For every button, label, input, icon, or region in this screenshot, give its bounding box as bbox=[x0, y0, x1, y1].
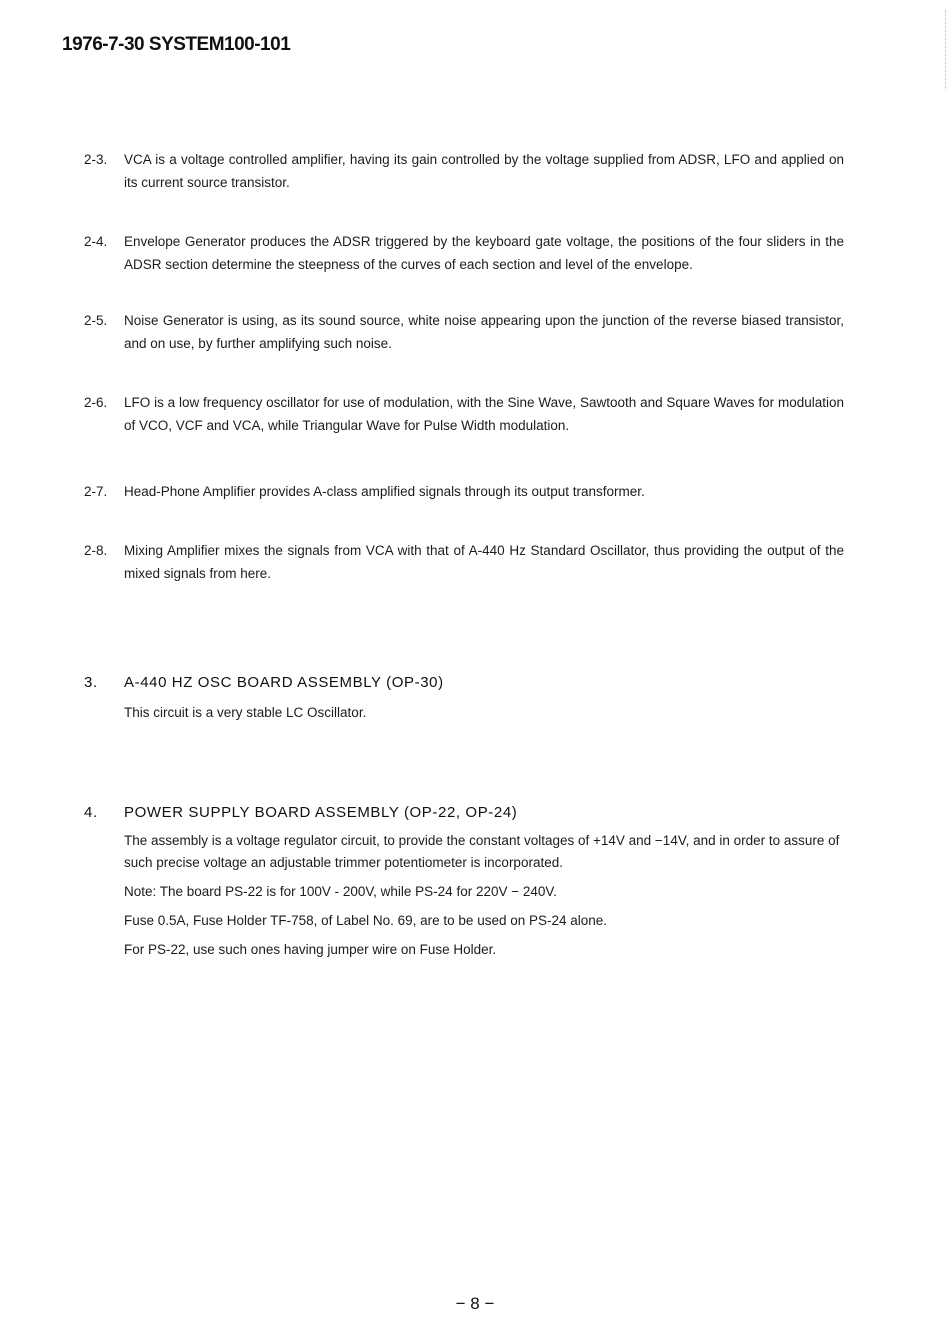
scan-edge-marks bbox=[942, 10, 946, 90]
list-item bbox=[84, 148, 844, 194]
list-item bbox=[84, 480, 844, 503]
section-heading bbox=[84, 804, 517, 821]
section-number: 3. bbox=[84, 674, 98, 691]
item-text: Mixing Amplifier mixes the signals from VCA with that of A-440 Hz Standard Oscillator, thus providing the output of the mixed signals from here. bbox=[124, 543, 844, 581]
document-header: 1976-7-30 SYSTEM100-101 bbox=[62, 34, 291, 55]
item-number: 2-7. bbox=[84, 484, 108, 499]
item-number: 2-3. bbox=[84, 152, 108, 167]
item-text: VCA is a voltage controlled amplifier, having its gain controlled by the voltage supplied from ADSR, LFO and applied on its current source transistor. bbox=[124, 152, 844, 190]
item-text: LFO is a low frequency oscillator for use of modulation, with the Sine Wave, Sawtooth and Square Waves for modulation of VCO, VCF and VCA, while Triangular Wave for Pulse Width modulation. bbox=[124, 395, 844, 433]
item-text: Envelope Generator produces the ADSR triggered by the keyboard gate voltage, the positions of the four sliders in the ADSR section determine the steepness of the curves of each section and level of the envelope. bbox=[124, 234, 844, 272]
section-number: 4. bbox=[84, 804, 98, 821]
paragraph: The assembly is a voltage regulator circuit, to provide the constant voltages of +14V and −14V, and in order to assure of such precise voltage an adjustable trimmer potentiometer is incorporated. bbox=[124, 833, 840, 870]
section-body bbox=[124, 830, 844, 968]
item-number: 2-5. bbox=[84, 313, 108, 328]
section-title-text: POWER SUPPLY BOARD ASSEMBLY (OP-22, OP-24) bbox=[124, 804, 518, 821]
section-body bbox=[124, 702, 844, 731]
item-text: Head-Phone Amplifier provides A-class amplified signals through its output transformer. bbox=[124, 484, 645, 499]
section-heading bbox=[84, 674, 444, 691]
item-number: 2-6. bbox=[84, 395, 108, 410]
paragraph: This circuit is a very stable LC Oscillator. bbox=[124, 705, 367, 720]
list-item bbox=[84, 391, 844, 437]
list-item bbox=[84, 539, 844, 585]
section-title-text: A-440 HZ OSC BOARD ASSEMBLY (OP-30) bbox=[124, 674, 444, 691]
note-paragraph: Note: The board PS-22 is for 100V - 200V, while PS-24 for 220V − 240V. bbox=[124, 884, 557, 899]
paragraph: Fuse 0.5A, Fuse Holder TF-758, of Label No. 69, are to be used on PS-24 alone. bbox=[124, 913, 608, 928]
paragraph: For PS-22, use such ones having jumper wire on Fuse Holder. bbox=[124, 942, 497, 957]
item-number: 2-4. bbox=[84, 234, 108, 249]
page-number: − 8 − bbox=[455, 1294, 495, 1313]
list-item bbox=[84, 230, 844, 276]
item-text: Noise Generator is using, as its sound source, white noise appearing upon the junction of the reverse biased transistor, and on use, by further amplifying such noise. bbox=[124, 313, 844, 351]
item-number: 2-8. bbox=[84, 543, 108, 558]
list-item bbox=[84, 309, 844, 355]
